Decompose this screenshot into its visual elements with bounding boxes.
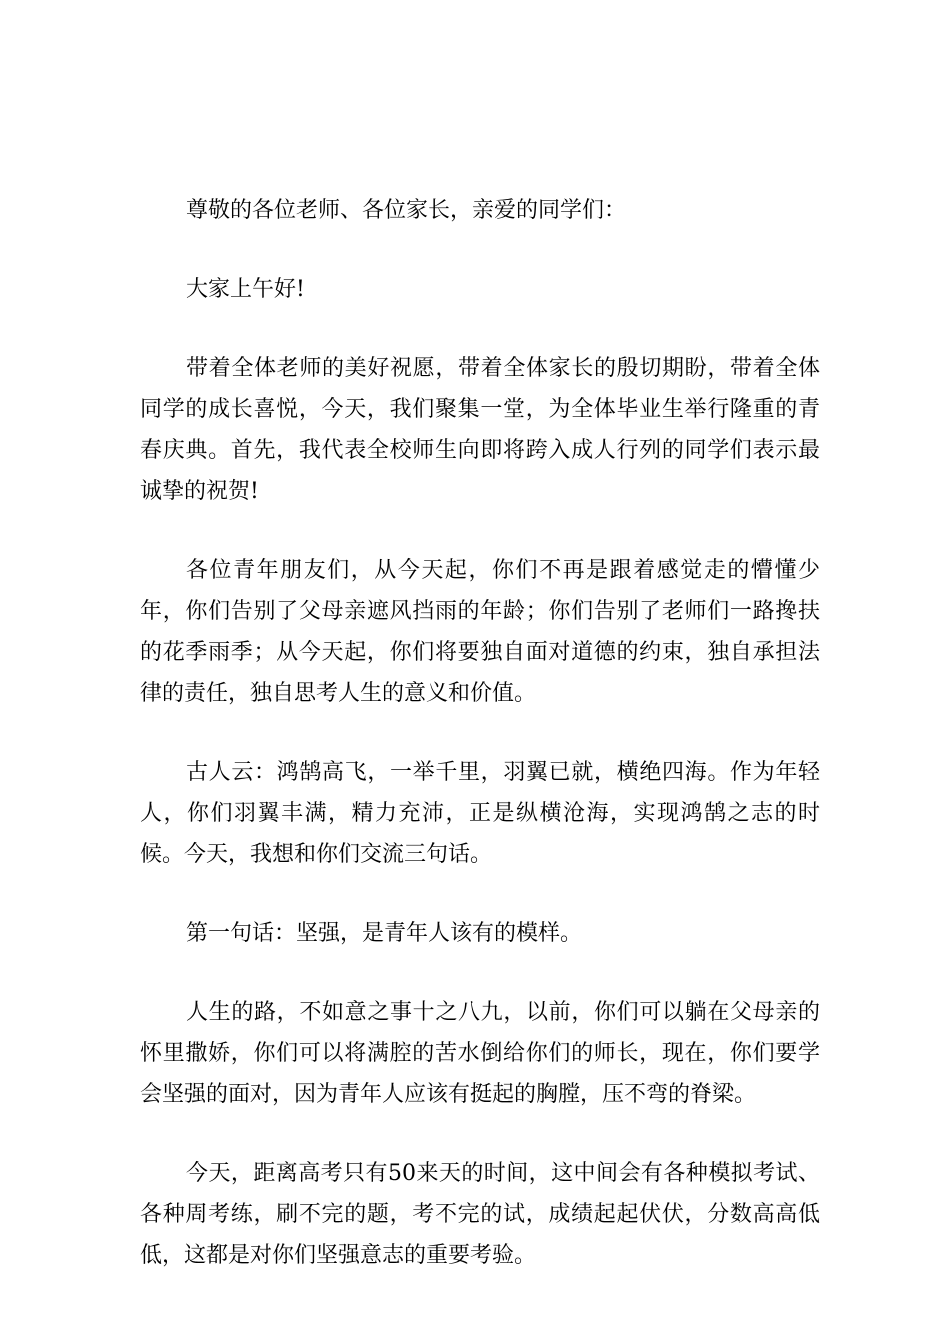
paragraph-ancient-saying: 古人云：鸿鹄高飞，一举千里，羽翼已就，横绝四海。作为年轻人，你们羽翼丰满，精力充沛，正是纵横沧海，实现鸿鹄之志的时候。今天，我想和你们交流三句话。 bbox=[140, 760, 820, 867]
paragraph-first-point: 第一句话：坚强，是青年人该有的模样。 bbox=[186, 921, 583, 946]
greeting: 大家上午好! bbox=[186, 277, 305, 302]
paragraph-life-road: 人生的路，不如意之事十之八九，以前，你们可以躺在父母亲的怀里撒娇，你们可以将满腔的苦水倒给你们的师长，现在，你们要学会坚强的面对，因为青年人应该有挺起的胸膛，压不弯的脊梁。 bbox=[140, 1000, 820, 1107]
paragraph-congratulations: 带着全体老师的美好祝愿，带着全体家长的殷切期盼，带着全体同学的成长喜悦，今天，我们聚集一堂，为全体毕业生举行隆重的青春庆典。首先，我代表全校师生向即将跨入成人行列的同学们表示最诚挚的祝贺! bbox=[140, 356, 820, 504]
salutation: 尊敬的各位老师、各位家长，亲爱的同学们： bbox=[186, 198, 627, 223]
document-body bbox=[140, 190, 820, 1314]
paragraph-farewell-youth: 各位青年朋友们，从今天起，你们不再是跟着感觉走的懵懂少年，你们告别了父母亲遮风挡雨的年龄；你们告别了老师们一路搀扶的花季雨季；从今天起，你们将要独自面对道德的约束，独自承担法律的责任，独自思考人生的意义和价值。 bbox=[140, 558, 820, 706]
paragraph-exam-countdown: 今天，距离高考只有50来天的时间，这中间会有各种模拟考试、各种周考练，刷不完的题，考不完的试，成绩起起伏伏，分数高高低低，这都是对你们坚强意志的重要考验。 bbox=[140, 1161, 820, 1268]
